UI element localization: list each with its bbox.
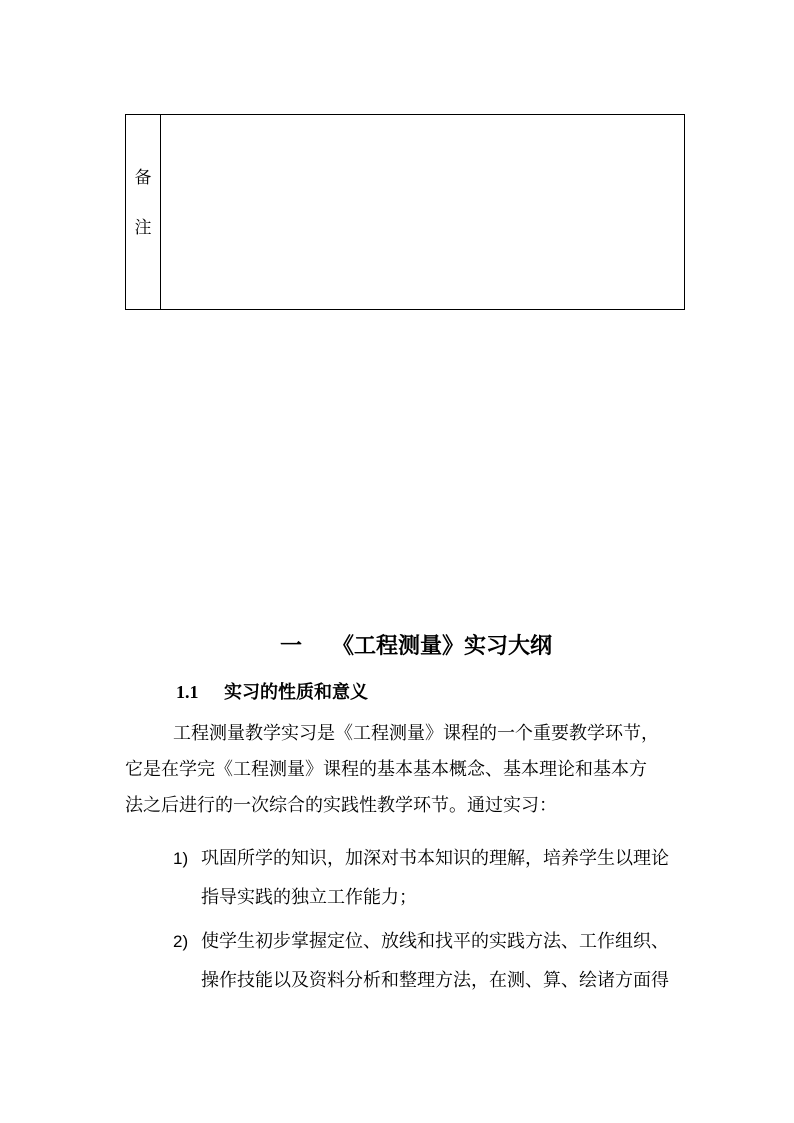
section-number: 1.1 <box>176 682 199 702</box>
paragraph-line: 法之后进行的一次综合的实践性教学环节。通过实习： <box>125 795 557 816</box>
chapter-number: 一 <box>280 633 303 659</box>
remarks-label-cell <box>126 115 161 309</box>
section-heading <box>176 678 368 707</box>
list-item <box>173 922 725 1000</box>
chapter-title-text: 《工程测量》实习大纲 <box>332 633 553 659</box>
list-marker: 2) <box>173 932 189 951</box>
list-item-line: 使学生初步掌握定位、放线和找平的实践方法、工作组织、 <box>201 931 669 952</box>
remarks-table <box>125 114 685 310</box>
intro-paragraph <box>125 716 721 824</box>
remarks-content-cell <box>161 115 684 309</box>
remarks-label-char: 注 <box>134 218 152 238</box>
paragraph-line: 工程测量教学实习是《工程测量》课程的一个重要教学环节， <box>173 723 659 744</box>
list-item-line: 巩固所学的知识，加深对书本知识的理解，培养学生以理论 <box>201 848 669 869</box>
list-item <box>173 839 725 917</box>
list-marker: 1) <box>173 849 189 868</box>
section-title: 实习的性质和意义 <box>224 682 368 703</box>
paragraph-line: 它是在学完《工程测量》课程的基本基本概念、基本理论和基本方 <box>125 759 647 780</box>
remarks-label-char: 备 <box>134 168 152 188</box>
chapter-title <box>0 628 794 664</box>
list-item-line: 操作技能以及资料分析和整理方法，在测、算、绘诸方面得 <box>201 970 669 991</box>
list-item-line: 指导实践的独立工作能力； <box>201 887 417 908</box>
